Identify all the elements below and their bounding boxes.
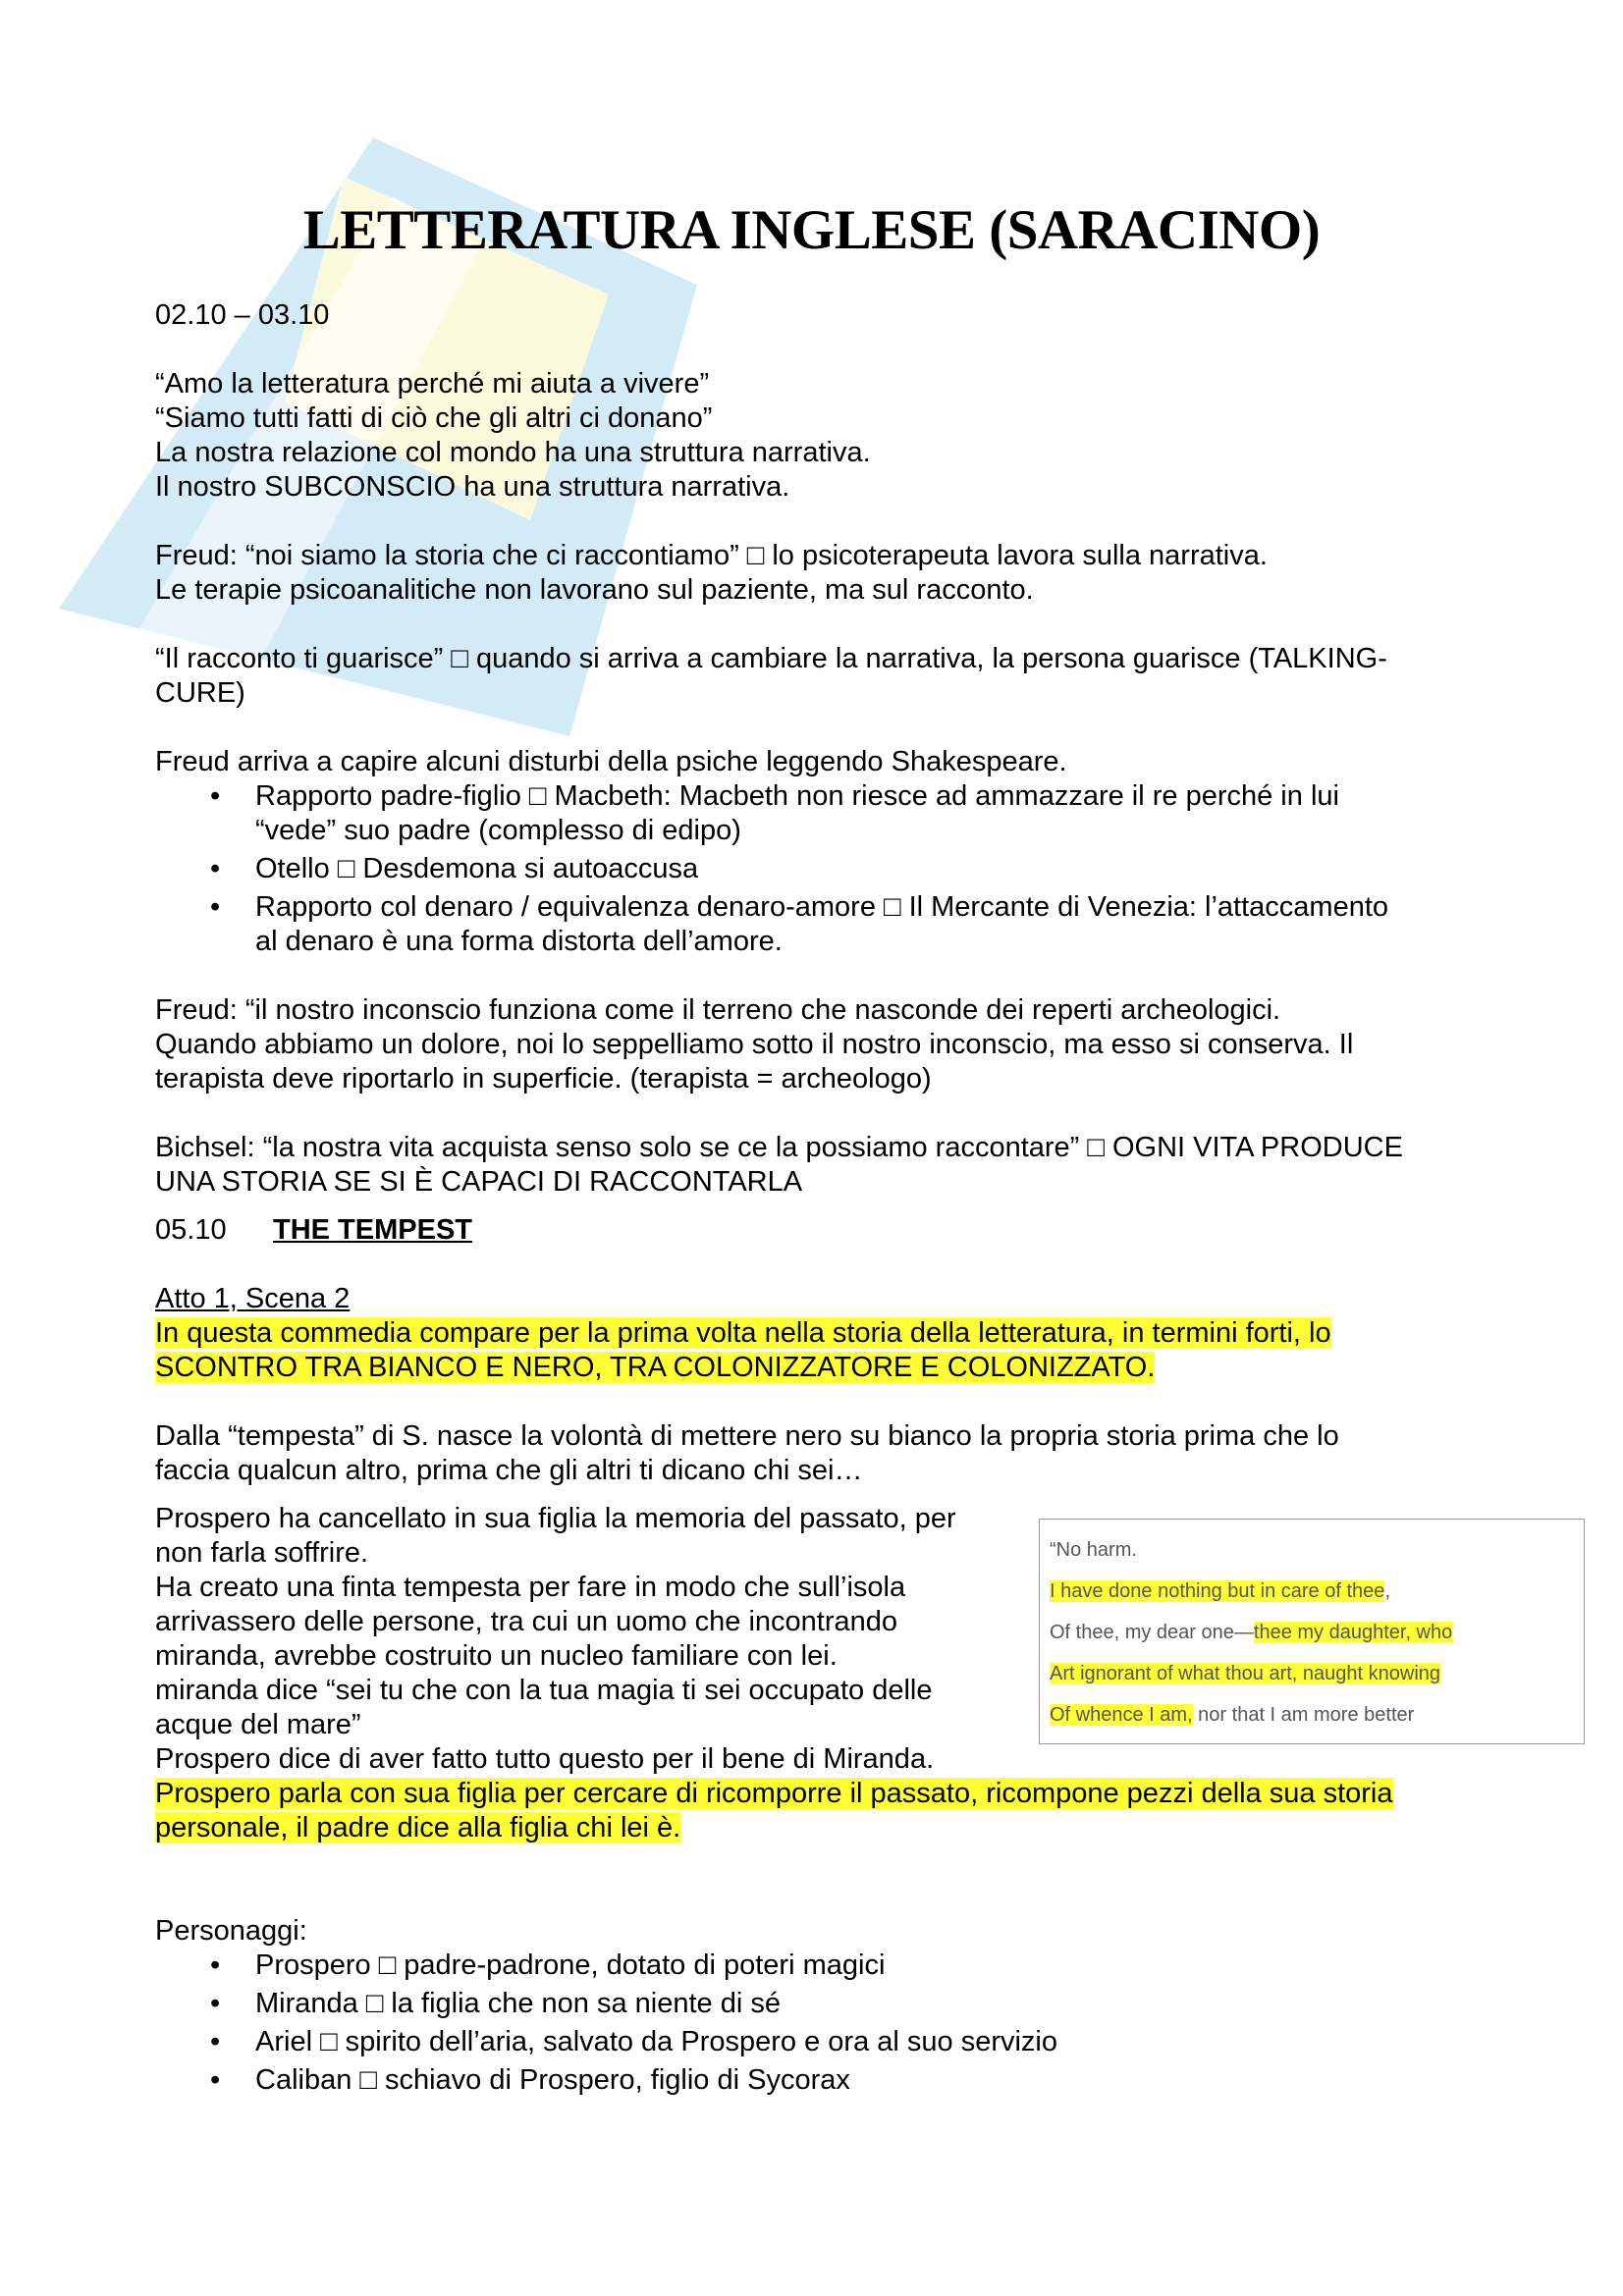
text-line: acque del mare” [155,1709,361,1740]
quote-line [1050,1653,1574,1694]
highlighted-text: Art ignorant of what thou art, naught knowing [1050,1663,1441,1684]
text-line: non farla soffrire. [155,1537,369,1569]
section-title: THE TEMPEST [273,1214,473,1246]
date-range: 02.10 – 03.10 [155,299,330,331]
list-item: • Ariel □ spirito dell’aria, salvato da Prospero e ora al suo servizio [155,2025,1481,2059]
quote-line: “No harm. [1050,1539,1137,1561]
highlighted-text: Of whence I am, [1050,1704,1193,1726]
list-item [155,890,1481,959]
highlight-clash [155,1316,1481,1385]
quote-line [1050,1571,1574,1612]
highlighted-text: Prospero parla con sua figlia per cercare di ricomporre il passato, ricompone pezzi della sua storia [155,1778,1393,1809]
list-item: • Prospero □ padre-padrone, dotato di poteri magici [155,1949,1481,1983]
text-line: arrivassero delle persone, tra cui un uomo che incontrando [155,1606,898,1637]
paragraph-intro [155,367,1481,505]
text-line: Prospero dice di aver fatto tutto questo per il bene di Miranda. [155,1743,935,1775]
section-heading [155,1213,1481,1248]
text-line: miranda dice “sei tu che con la tua magia ti sei occupato delle [155,1675,933,1706]
paragraph-tempesta [155,1419,1481,1488]
highlighted-text: In questa commedia compare per la prima volta nella storia della letteratura, in termini forti, lo [155,1317,1331,1349]
act-scene-heading: Atto 1, Scena 2 [155,1283,351,1314]
bullet-list-freud-shakespeare [155,779,1481,959]
text-line: terapista deve riportarlo in superficie. (terapista = archeologo) [155,1063,932,1095]
text-line: Ha creato una finta tempesta per fare in modo che sull’isola [155,1572,906,1603]
text-line: “vede” suo padre (complesso di edipo) [255,815,741,846]
text-line: miranda, avrebbe costruito un nucleo familiare con lei. [155,1640,838,1672]
paragraph-archeology [155,993,1481,1096]
paragraph-bichsel [155,1131,1481,1200]
quote-text: , [1384,1580,1390,1602]
document-title: LETTERATURA INGLESE (SARACINO) [302,199,1321,261]
text-line: al denaro è una forma distorta dell’amore. [255,926,783,957]
paragraph-prospero [155,1502,1039,1777]
quote-text: Of thee, my dear one— [1050,1622,1254,1643]
text-line: Rapporto col denaro / equivalenza denaro-amore □ Il Mercante di Venezia: l’attaccamento [255,891,1389,923]
text-line: Freud: “noi siamo la storia che ci raccontiamo” □ lo psicoterapeuta lavora sulla narrativa. [155,540,1268,571]
quote-box [1039,1519,1585,1744]
highlighted-text: personale, il padre dice alla figlia chi lei è. [155,1812,681,1843]
text-line: “Siamo tutti fatti di ciò che gli altri ci donano” [155,402,713,434]
text-line: faccia qualcun altro, prima che gli altri ti dicano chi sei… [155,1455,863,1486]
text-line: La nostra relazione col mondo ha una struttura narrativa. [155,437,871,468]
list-item: • Caliban □ schiavo di Prospero, figlio di Sycorax [155,2063,1481,2098]
text-line: Le terapie psicoanalitiche non lavorano sul paziente, ma sul racconto. [155,574,1034,606]
text-line: Otello □ Desdemona si autoaccusa [255,853,699,884]
text-line: Bichsel: “la nostra vita acquista senso solo se ce la possiamo raccontare” □ OGNI VITA PRODUCE [155,1132,1403,1163]
text-line: CURE) [155,677,245,709]
quote-line [1050,1612,1574,1653]
bullet-list-characters [155,1949,1481,2098]
text-line: Prospero ha cancellato in sua figlia la memoria del passato, per [155,1503,956,1534]
text-line: Quando abbiamo un dolore, noi lo seppelliamo sotto il nostro inconscio, ma esso si conserva. Il [155,1029,1354,1060]
list-item [155,852,1481,886]
highlighted-text: SCONTRO TRA BIANCO E NERO, TRA COLONIZZATORE E COLONIZZATO. [155,1352,1156,1383]
prospero-section [155,1502,1481,1777]
text-line: “Amo la letteratura perché mi aiuta a vivere” [155,368,710,400]
paragraph-shakespeare: Freud arriva a capire alcuni disturbi della psiche leggendo Shakespeare. [155,746,1067,777]
text-line: Freud: “il nostro inconscio funziona come il terreno che nasconde dei reperti archeologici. [155,994,1281,1026]
highlighted-text: thee my daughter, who [1253,1622,1453,1643]
text-line: Dalla “tempesta” di S. nasce la volontà di mettere nero su bianco la propria storia prima che lo [155,1420,1339,1452]
list-item [155,779,1481,848]
quote-text: nor that I am more better [1192,1704,1415,1726]
document-body [155,298,1481,2098]
section-date: 05.10 [155,1214,227,1246]
characters-label: Personaggi: [155,1915,307,1947]
paragraph-freud [155,539,1481,608]
highlight-prospero [155,1777,1481,1845]
text-line: “Il racconto ti guarisce” □ quando si arriva a cambiare la narrativa, la persona guarisce (TALKING- [155,643,1387,674]
text-line: UNA STORIA SE SI È CAPACI DI RACCONTARLA [155,1166,803,1198]
paragraph-talking-cure [155,642,1481,711]
text-line: Il nostro SUBCONSCIO ha una struttura narrativa. [155,471,790,503]
quote-line [1050,1694,1574,1735]
highlighted-text: I have done nothing but in care of thee [1050,1580,1385,1602]
text-line: Rapporto padre-figlio □ Macbeth: Macbeth non riesce ad ammazzare il re perché in lui [255,780,1339,812]
list-item: • Miranda □ la figlia che non sa niente di sé [155,1987,1481,2021]
